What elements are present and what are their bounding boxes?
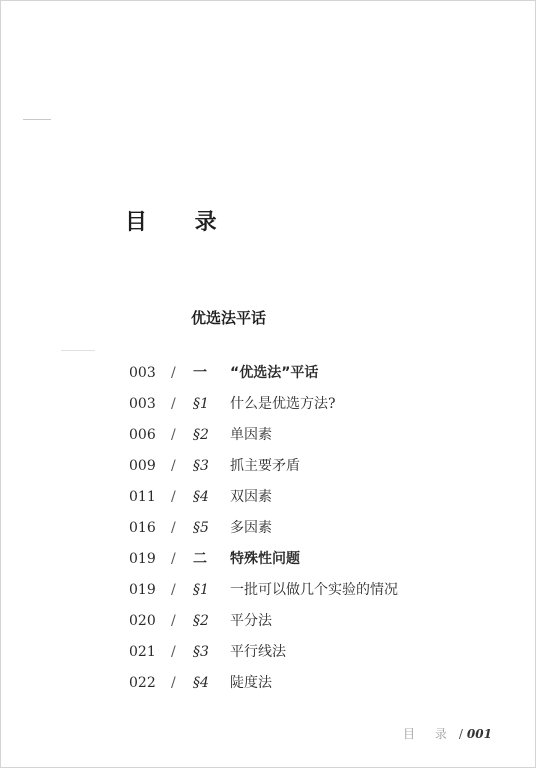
toc-section-row[interactable] (129, 452, 489, 483)
toc-page-number: 019 (129, 551, 156, 567)
footer-page-number: 001 (466, 727, 492, 741)
scan-artifact (61, 350, 95, 351)
toc-entry-number: §5 (193, 520, 209, 536)
footer-separator: / (458, 727, 463, 741)
toc-entry-number: §4 (193, 675, 209, 691)
toc-entry-title: 单因素 (230, 427, 272, 443)
toc-entry-number: §1 (193, 582, 209, 598)
toc-page-number: 003 (129, 396, 156, 412)
toc-separator: / (171, 365, 176, 381)
toc-entry-title: 一批可以做几个实验的情况 (230, 582, 398, 598)
toc-entry-number: 二 (193, 551, 207, 567)
toc-separator: / (171, 582, 176, 598)
toc-entry-number: 一 (193, 365, 207, 381)
toc-entry-title: 陡度法 (230, 675, 272, 691)
toc-separator: / (171, 675, 176, 691)
toc-page-number: 019 (129, 582, 156, 598)
toc-section-row[interactable] (129, 607, 489, 638)
toc-separator: / (171, 427, 176, 443)
toc-separator: / (171, 458, 176, 474)
toc-entry-number: §1 (193, 396, 209, 412)
table-of-contents (129, 359, 489, 700)
toc-entry-title: 平行线法 (230, 644, 286, 660)
toc-separator: / (171, 613, 176, 629)
toc-entry-title: 多因素 (230, 520, 272, 536)
book-title: 优选法平话 (191, 309, 267, 327)
scan-artifact (23, 119, 51, 120)
toc-page-number: 009 (129, 458, 156, 474)
toc-entry-number: §2 (193, 613, 209, 629)
toc-separator: / (171, 396, 176, 412)
toc-entry-number: §2 (193, 427, 209, 443)
toc-page-number: 003 (129, 365, 156, 381)
toc-entry-number: §3 (193, 458, 209, 474)
page-footer (403, 725, 492, 742)
page-heading: 目 录 (125, 210, 237, 235)
toc-section-row[interactable] (129, 514, 489, 545)
toc-chapter-row[interactable] (129, 359, 489, 390)
toc-section-row[interactable] (129, 421, 489, 452)
toc-entry-title: 特殊性问题 (230, 551, 300, 567)
toc-page-number: 022 (129, 675, 156, 691)
toc-page-number: 006 (129, 427, 156, 443)
toc-section-row[interactable] (129, 638, 489, 669)
toc-separator: / (171, 489, 176, 505)
toc-entry-title: 什么是优选方法? (230, 396, 336, 412)
toc-page-number: 020 (129, 613, 156, 629)
toc-section-row[interactable] (129, 390, 489, 421)
toc-entry-title: 双因素 (230, 489, 272, 505)
toc-entry-number: §3 (193, 644, 209, 660)
toc-entry-title: “优选法”平话 (230, 365, 319, 381)
toc-separator: / (171, 520, 176, 536)
toc-separator: / (171, 551, 176, 567)
toc-page-number: 011 (129, 489, 156, 505)
toc-section-row[interactable] (129, 483, 489, 514)
toc-entry-title: 抓主要矛盾 (230, 458, 300, 474)
footer-label: 目 录 (403, 727, 455, 741)
toc-entry-number: §4 (193, 489, 209, 505)
toc-section-row[interactable] (129, 669, 489, 700)
toc-section-row[interactable] (129, 576, 489, 607)
toc-separator: / (171, 644, 176, 660)
toc-entry-title: 平分法 (230, 613, 272, 629)
toc-page-number: 016 (129, 520, 156, 536)
toc-chapter-row[interactable] (129, 545, 489, 576)
toc-page-number: 021 (129, 644, 156, 660)
